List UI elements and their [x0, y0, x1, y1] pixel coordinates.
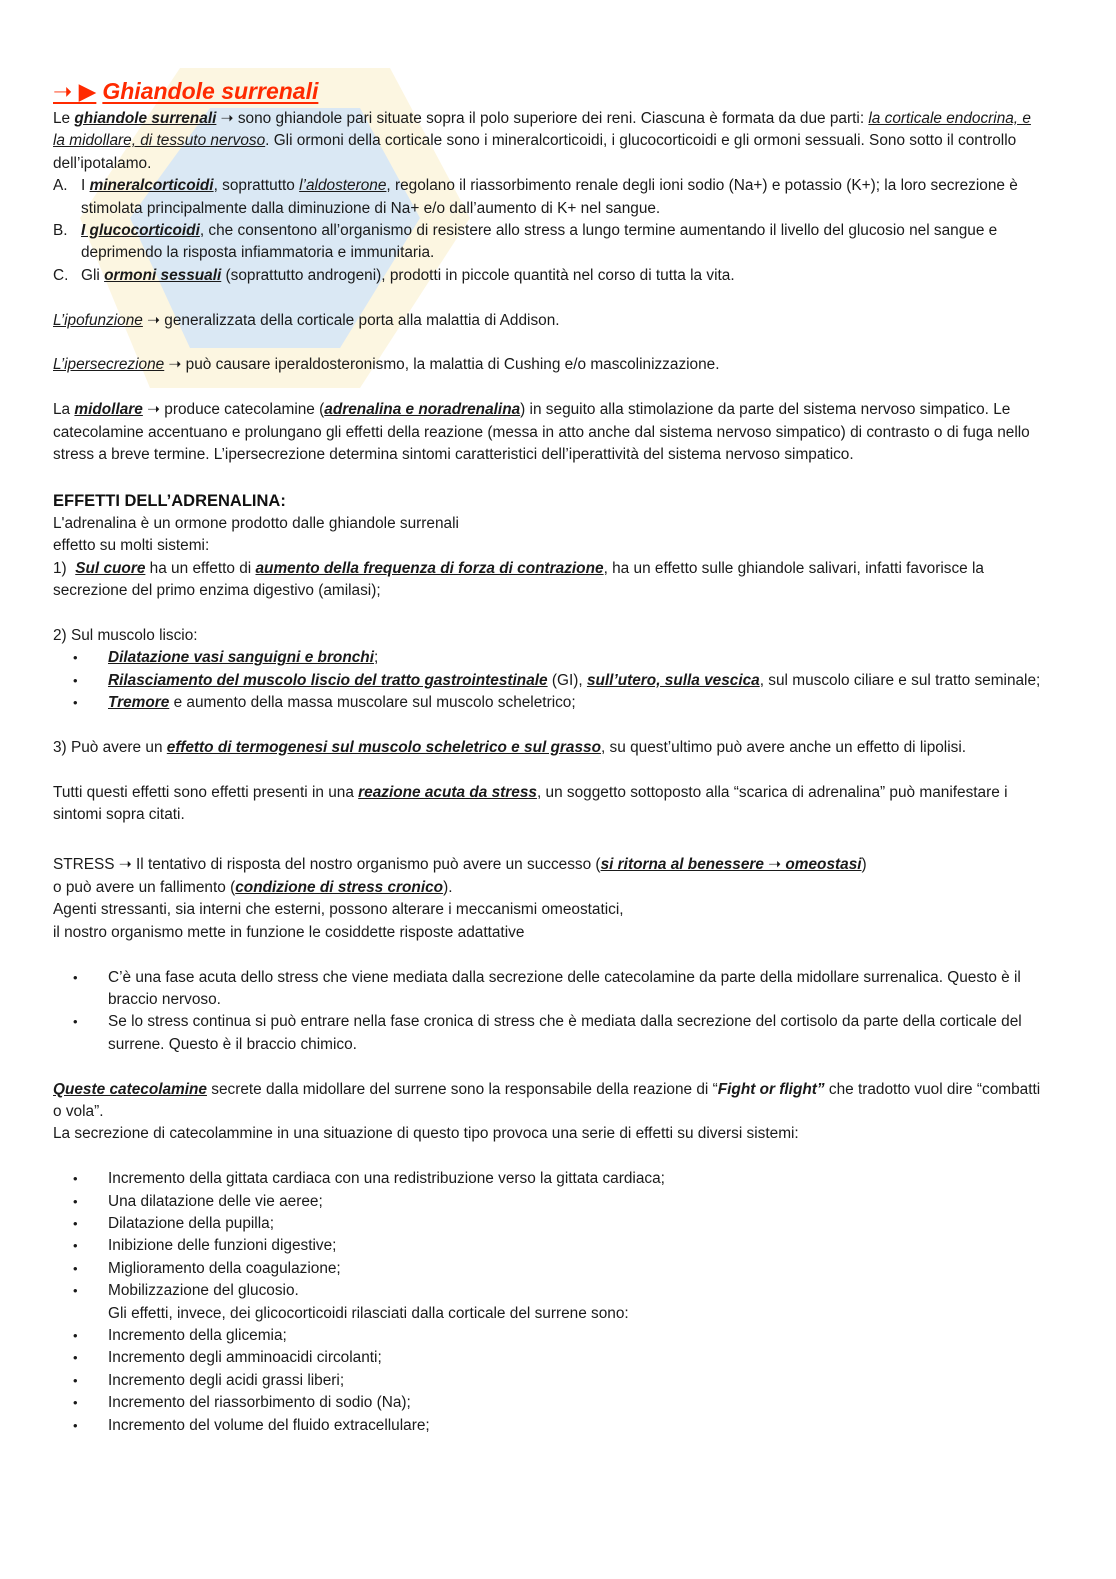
list-item: • Incremento degli amminoacidi circolanti; [73, 1349, 382, 1367]
stress-line: STRESS ➝ Il tentativo di risposta del nostro organismo può avere un successo (si ritorna al benessere ➝ omeostasi) [53, 856, 867, 874]
list-item: B. I glucocorticoidi, che consentono all’organismo di resistere allo stress a lungo termine aumentando il livello del glucosio nel sangue e deprimendo la risposta infiammatoria e immunitaria. [53, 222, 998, 262]
stress-phase-list [53, 967, 1045, 1057]
effetto-termogenesi: 3) Può avere un effetto di termogenesi sul muscolo scheletrico e sul grasso, su quest’ultimo può avere anche un effetto di lipolisi. [53, 738, 967, 756]
glucocorticoid-intro: Gli effetti, invece, dei glicocorticoidi rilasciati dalla corticale del surrene sono: [108, 1304, 629, 1322]
document-page [53, 76, 1045, 1437]
muscolo-liscio-list [53, 647, 1045, 714]
list-item: • Mobilizzazione del glucosio. [73, 1282, 299, 1300]
effetto-cuore: 1) Sul cuore ha un effetto di aumento della frequenza di forza di contrazione, ha un effetto sulle ghiandole salivari, infatti favorisce la secrezione del primo enzima digestivo (amilasi); [53, 559, 984, 600]
catecolamine-effects-list [53, 1168, 1045, 1437]
stress-line: il nostro organismo mette in funzione le cosiddette risposte adattative [53, 923, 525, 941]
list-item: • Incremento degli acidi grassi liberi; [73, 1371, 345, 1389]
intro-paragraph: Le ghiandole surrenali ➝ sono ghiandole pari situate sopra il polo superiore dei reni. Ciascuna è formata da due parti: la corticale endocrina, e la midollare, di tessuto nervoso. Gli ormoni della corticale sono i mineralcorticoidi, i glucocorticoidi e gli ormoni sessuali. Sono sotto il controllo dell’ipotalamo. [53, 110, 1031, 172]
ipersecrezione-paragraph: L’ipersecrezione ➝ può causare iperaldosteronismo, la malattia di Cushing e/o mascolinizzazione. [53, 356, 720, 374]
list-item: • Miglioramento della coagulazione; [73, 1259, 341, 1277]
list-item: • Incremento del volume del fluido extracellulare; [73, 1416, 430, 1434]
list-item: • Incremento della glicemia; [73, 1326, 287, 1344]
title-arrow-icon: ➝ ▶ [53, 78, 97, 104]
effetto-muscolo-liscio-heading: 2) Sul muscolo liscio: [53, 626, 198, 644]
midollare-paragraph: La midollare ➝ produce catecolamine (adrenalina e noradrenalina) in seguito alla stimolazione da parte del sistema nervoso simpatico. Le catecolamine accentuano e prolungano gli effetti della reazione (messa in atto anche dal sistema nervoso simpatico) di contrasto o di fuga nello stress a breve termine. L’ipersecrezione determina sintomi caratteristici dell’iperattività del sistema nervoso simpatico. [53, 401, 1030, 464]
list-item: • Tremore e aumento della massa muscolare sul muscolo scheletrico; [73, 694, 576, 712]
list-item: • Rilasciamento del muscolo liscio del tratto gastrointestinale (GI), sull’utero, sulla vescica, sul muscolo ciliare e sul tratto seminale; [73, 671, 1041, 689]
list-item: • Incremento del riassorbimento di sodio (Na); [73, 1394, 411, 1412]
list-item: • Dilatazione vasi sanguigni e bronchi; [73, 649, 379, 667]
stress-line: o può avere un fallimento (condizione di stress cronico). [53, 878, 453, 896]
list-item: C. Gli ormoni sessuali (soprattutto androgeni), prodotti in piccole quantità nel corso di tutta la vita. [53, 266, 735, 284]
catecolamine-paragraph: Queste catecolamine secrete dalla midollare del surrene sono la responsabile della reazione di “Fight or flight” che tradotto vuol dire “combatti o vola”. [53, 1080, 1041, 1120]
list-item: • Se lo stress continua si può entrare nella fase cronica di stress che è mediata dalla secrezione del cortisolo da parte della corticale del surrene. Questo è il braccio chimico. [73, 1013, 1022, 1053]
list-item: • Inibizione delle funzioni digestive; [73, 1237, 337, 1255]
list-item: • Incremento della gittata cardiaca con una redistribuzione verso la gittata cardiaca; [73, 1170, 665, 1188]
ipofunzione-paragraph: L’ipofunzione ➝ generalizzata della corticale porta alla malattia di Addison. [53, 311, 560, 329]
effetti-line: effetto su molti sistemi: [53, 537, 210, 555]
section-heading-effetti: EFFETTI DELL’ADRENALINA: [53, 491, 286, 510]
catecolamine-line: La secrezione di catecolammine in una situazione di questo tipo provoca una serie di effetti su diversi sistemi: [53, 1125, 799, 1143]
page-title: ➝ ▶ Ghiandole surrenali [53, 78, 319, 104]
list-item: • Dilatazione della pupilla; [73, 1214, 274, 1232]
tutti-effetti-paragraph: Tutti questi effetti sono effetti presenti in una reazione acuta da stress, un soggetto sottoposto alla “scarica di adrenalina” può manifestare i sintomi sopra citati. [53, 783, 1008, 824]
hormone-list [53, 175, 1045, 287]
list-item: A. I mineralcorticoidi, soprattutto l’aldosterone, regolano il riassorbimento renale degli ioni sodio (Na+) e potassio (K+); la loro secrezione è stimolata principalmente dalla diminuzione di Na+ e/o dall’aumento di K+ nel sangue. [53, 177, 1018, 217]
list-item: • C’è una fase acuta dello stress che viene mediata dalla secrezione delle catecolamine da parte della midollare surrenalica. Questo è il braccio nervoso. [73, 968, 1021, 1008]
stress-line: Agenti stressanti, sia interni che esterni, possono alterare i meccanismi omeostatici, [53, 901, 624, 919]
list-item: • Una dilatazione delle vie aeree; [73, 1192, 323, 1210]
effetti-line: L'adrenalina è un ormone prodotto dalle ghiandole surrenali [53, 514, 459, 532]
